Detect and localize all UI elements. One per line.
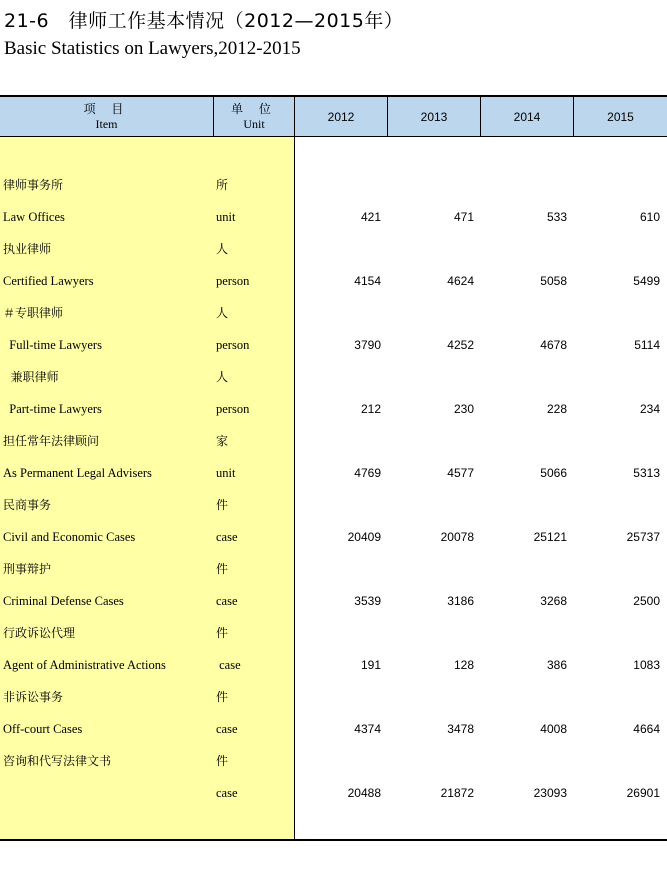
row-value-2015: 5114 [634, 338, 660, 352]
row-value-2013: 4577 [447, 466, 474, 480]
header-item-cell [0, 97, 214, 136]
row-value-2015: 5313 [633, 466, 660, 480]
row-unit-label: 所 [216, 178, 229, 192]
table-row [0, 623, 667, 643]
table-row [0, 271, 667, 291]
row-unit-label: 人 [216, 306, 229, 320]
row-item-label: 律师事务所 [3, 178, 64, 192]
row-value-2012: 212 [360, 402, 381, 416]
table-row [0, 527, 667, 547]
row-item-label: Certified Lawyers [3, 274, 94, 288]
row-value-2012: 4154 [354, 274, 381, 288]
row-value-2013: 21872 [440, 786, 474, 800]
table-row [0, 335, 667, 355]
row-value-2014: 228 [546, 402, 567, 416]
row-value-2012: 20409 [347, 530, 381, 544]
row-value-2013: 20078 [440, 530, 474, 544]
header-item-en: Item [95, 116, 118, 131]
row-unit-label: person [216, 402, 250, 416]
table-row [0, 751, 667, 771]
row-unit-label: unit [216, 210, 236, 224]
row-value-2015: 26901 [626, 786, 660, 800]
header-year-2012: 2012 [295, 97, 388, 136]
row-value-2013: 4624 [447, 274, 474, 288]
row-item-label: 行政诉讼代理 [3, 626, 76, 640]
row-value-2015: 5499 [633, 274, 660, 288]
row-unit-label: unit [216, 466, 236, 480]
table-row [0, 559, 667, 579]
row-item-label: Full-time Lawyers [3, 338, 102, 352]
table-row [0, 239, 667, 259]
header-unit-en: Unit [243, 116, 265, 131]
row-item-label: Off-court Cases [3, 722, 83, 736]
row-unit-label: case [216, 722, 238, 736]
row-item-label: 民商事务 [3, 498, 52, 512]
row-value-2013: 471 [453, 210, 474, 224]
row-unit-label: 件 [216, 754, 229, 768]
row-item-label: 咨询和代写法律文书 [3, 754, 112, 768]
table-row [0, 175, 667, 195]
table-title-english: Basic Statistics on Lawyers,2012-2015 [4, 38, 301, 59]
row-item-label: 执业律师 [3, 242, 52, 256]
row-value-2012: 20488 [347, 786, 381, 800]
header-year-2014: 2014 [481, 97, 574, 136]
row-value-2015: 234 [639, 402, 660, 416]
row-value-2015: 610 [639, 210, 660, 224]
row-value-2014: 4008 [540, 722, 567, 736]
row-unit-label: 件 [216, 626, 229, 640]
row-value-2013: 3478 [447, 722, 474, 736]
row-value-2013: 128 [453, 658, 474, 672]
table-header [0, 97, 667, 137]
row-value-2014: 25121 [533, 530, 567, 544]
row-value-2014: 5058 [540, 274, 567, 288]
row-unit-label: 家 [216, 434, 229, 448]
row-item-label: 担任常年法律顾问 [3, 434, 100, 448]
table-row [0, 783, 667, 803]
table-row [0, 463, 667, 483]
table-row [0, 367, 667, 387]
header-year-2013: 2013 [388, 97, 481, 136]
header-item-cn: 项 目 [83, 101, 130, 116]
table-row [0, 431, 667, 451]
table-row [0, 687, 667, 707]
row-unit-label: person [216, 274, 250, 288]
row-value-2013: 3186 [447, 594, 474, 608]
row-value-2013: 230 [453, 402, 474, 416]
row-item-label: 刑事辩护 [3, 562, 52, 576]
row-item-label: Part-time Lawyers [3, 402, 102, 416]
row-unit-label: case [216, 658, 241, 672]
row-item-label: 兼职律师 [3, 370, 59, 384]
row-unit-label: 件 [216, 498, 229, 512]
header-year-2015: 2015 [607, 109, 634, 124]
row-value-2014: 3268 [540, 594, 567, 608]
table-row [0, 655, 667, 675]
row-value-2014: 23093 [533, 786, 567, 800]
row-unit-label: 件 [216, 562, 229, 576]
bottom-rule [0, 839, 667, 841]
row-value-2014: 533 [546, 210, 567, 224]
row-item-label: Civil and Economic Cases [3, 530, 136, 544]
row-unit-label: case [216, 594, 238, 608]
row-value-2012: 3539 [354, 594, 381, 608]
row-value-2015: 25737 [626, 530, 660, 544]
row-value-2012: 191 [360, 658, 381, 672]
row-unit-label: case [216, 530, 238, 544]
row-item-label: 非诉讼事务 [3, 690, 64, 704]
header-unit-cn: 单 位 [231, 101, 277, 116]
row-value-2014: 4678 [540, 338, 567, 352]
table-row [0, 399, 667, 419]
row-item-label: Agent of Administrative Actions [3, 658, 166, 672]
row-unit-label: case [216, 786, 238, 800]
row-unit-label: 人 [216, 242, 229, 256]
table-row [0, 303, 667, 323]
row-item-label: As Permanent Legal Advisers [3, 466, 152, 480]
table-row [0, 591, 667, 611]
row-value-2012: 4374 [354, 722, 381, 736]
row-value-2015: 2500 [633, 594, 660, 608]
row-unit-label: 件 [216, 690, 229, 704]
row-value-2015: 4664 [633, 722, 660, 736]
row-value-2012: 421 [360, 210, 381, 224]
table-row [0, 495, 667, 515]
row-unit-label: 人 [216, 370, 229, 384]
row-value-2015: 1083 [633, 658, 660, 672]
row-value-2014: 386 [546, 658, 567, 672]
header-unit-cell [214, 97, 295, 136]
table-title-chinese: 21-6 律师工作基本情况（2012—2015年） [4, 10, 404, 32]
row-unit-label: person [216, 338, 250, 352]
row-value-2012: 3790 [354, 338, 381, 352]
row-value-2014: 5066 [540, 466, 567, 480]
row-value-2012: 4769 [354, 466, 381, 480]
table-row [0, 207, 667, 227]
table-row [0, 719, 667, 739]
row-value-2013: 4252 [447, 338, 474, 352]
row-item-label: ＃专职律师 [3, 306, 64, 320]
row-item-label: Law Offices [3, 210, 65, 224]
row-item-label: Criminal Defense Cases [3, 594, 124, 608]
